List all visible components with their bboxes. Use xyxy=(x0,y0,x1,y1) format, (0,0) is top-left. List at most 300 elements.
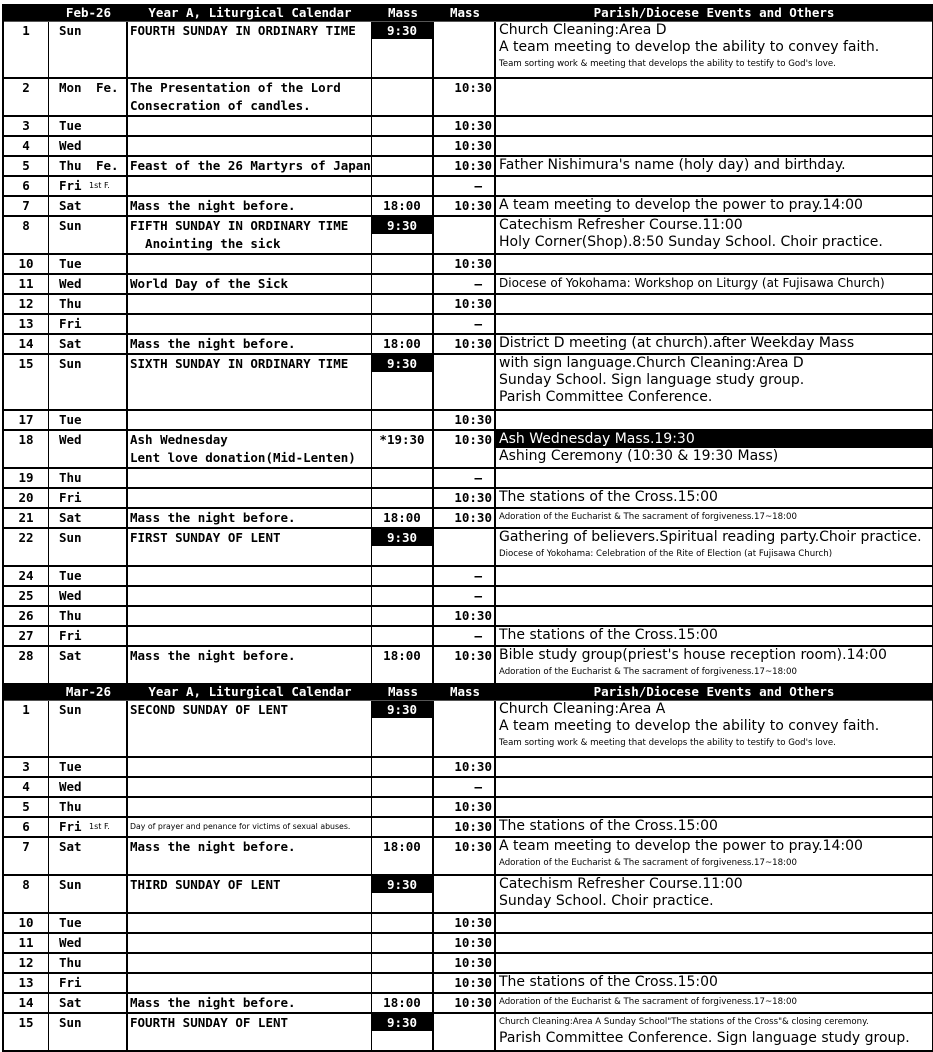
liturgical-entry xyxy=(128,469,372,487)
mass-time-1 xyxy=(372,818,434,836)
calendar-row xyxy=(4,605,932,625)
day-of-week xyxy=(49,647,128,683)
events-cell xyxy=(496,627,932,645)
weekday-label: Wed xyxy=(59,588,82,603)
calendar-row xyxy=(4,253,932,273)
day-number: 19 xyxy=(4,469,49,487)
mass-time-1 xyxy=(372,838,434,874)
day-number: 4 xyxy=(4,778,49,796)
weekday-label: Fri xyxy=(59,819,82,834)
mass-time-2 xyxy=(434,295,496,313)
mass-time-1 xyxy=(372,974,434,992)
liturgical-line: World Day of the Sick xyxy=(130,276,289,291)
event-line: Adoration of the Eucharist & The sacrament of forgiveness.17~18:00 xyxy=(499,512,797,522)
mass-time-value: 10:30 xyxy=(454,80,492,95)
day-number: 15 xyxy=(4,1014,49,1050)
day-of-week xyxy=(49,627,128,645)
event-line: Catechism Refresher Course.11:00 xyxy=(499,876,743,892)
mass-time-value: 10:30 xyxy=(454,138,492,153)
mass-time-2 xyxy=(434,838,496,874)
day-of-week xyxy=(49,79,128,115)
day-of-week xyxy=(49,411,128,429)
events-cell xyxy=(496,934,932,952)
weekday-label: Sun xyxy=(59,356,82,371)
mass-time-1 xyxy=(372,197,434,215)
no-mass-dash: — xyxy=(474,588,482,603)
event-line: Church Cleaning:Area A xyxy=(499,701,666,717)
events-cell xyxy=(496,295,932,313)
events-cell xyxy=(496,607,932,625)
mass-time-2 xyxy=(434,469,496,487)
liturgical-line: SECOND SUNDAY OF LENT xyxy=(130,702,289,717)
liturgical-line: Mass the night before. xyxy=(130,510,296,525)
weekday-label: Sun xyxy=(59,23,82,38)
weekday-label: Sun xyxy=(59,702,82,717)
weekday-label: Fri xyxy=(59,316,82,331)
header-calendar: Year A, Liturgical Calendar xyxy=(148,684,352,699)
mass-time-1 xyxy=(372,701,434,756)
liturgical-line: FOURTH SUNDAY OF LENT xyxy=(130,1015,289,1030)
event-line: A team meeting to develop the power to pray.14:00 xyxy=(499,838,863,854)
day-number: 5 xyxy=(4,798,49,816)
mass-time-2 xyxy=(434,335,496,353)
day-of-week xyxy=(49,22,128,77)
event-line: Adoration of the Eucharist & The sacrament of forgiveness.17~18:00 xyxy=(499,858,797,868)
day-of-week xyxy=(49,335,128,353)
day-number: 14 xyxy=(4,994,49,1012)
mass-time-value: 10:30 xyxy=(454,296,492,311)
weekday-label: Fri xyxy=(59,975,82,990)
calendar-row xyxy=(4,625,932,645)
event-line: Ashing Ceremony (10:30 & 19:30 Mass) xyxy=(499,448,779,464)
events-cell xyxy=(496,701,932,756)
mass-time-value: 18:00 xyxy=(383,995,421,1010)
event-line: Church Cleaning:Area D xyxy=(499,22,667,38)
day-of-week xyxy=(49,818,128,836)
events-cell xyxy=(496,355,932,409)
sunday-mass-highlight: 9:30 xyxy=(372,701,432,718)
mass-time-1 xyxy=(372,79,434,115)
mass-time-2 xyxy=(434,798,496,816)
calendar-row xyxy=(4,836,932,874)
day-of-week xyxy=(49,295,128,313)
weekday-label: Thu xyxy=(59,470,82,485)
no-mass-dash: — xyxy=(474,470,482,485)
calendar-row xyxy=(4,155,932,175)
liturgical-entry xyxy=(128,177,372,195)
weekday-label: Tue xyxy=(59,118,82,133)
weekday-label: Tue xyxy=(59,759,82,774)
mass-time-value: 10:30 xyxy=(454,839,492,854)
events-cell xyxy=(496,117,932,135)
mass-time-value: 18:00 xyxy=(383,648,421,663)
mass-time-value: 10:30 xyxy=(454,256,492,271)
mass-time-value: 10:30 xyxy=(454,336,492,351)
liturgical-entry xyxy=(128,567,372,585)
event-line: Gathering of believers.Spiritual reading party.Choir practice. xyxy=(499,529,922,545)
event-line: with sign language.Church Cleaning:Area D xyxy=(499,355,804,371)
mass-time-value: 18:00 xyxy=(383,336,421,351)
events-cell xyxy=(496,177,932,195)
event-line: Bible study group(priest's house reception room).14:00 xyxy=(499,647,887,663)
day-number: 10 xyxy=(4,914,49,932)
mass-time-1 xyxy=(372,335,434,353)
day-number: 13 xyxy=(4,315,49,333)
events-cell xyxy=(496,157,932,175)
weekday-label: Wed xyxy=(59,138,82,153)
events-cell xyxy=(496,567,932,585)
day-of-week xyxy=(49,529,128,565)
liturgical-line: FOURTH SUNDAY IN ORDINARY TIME xyxy=(130,23,356,38)
calendar-row xyxy=(4,700,932,756)
event-line: The stations of the Cross.15:00 xyxy=(499,627,718,643)
calendar-row xyxy=(4,195,932,215)
weekday-label: Wed xyxy=(59,276,82,291)
mass-time-1 xyxy=(372,914,434,932)
events-cell xyxy=(496,587,932,605)
mass-time-2 xyxy=(434,411,496,429)
mass-time-1 xyxy=(372,567,434,585)
day-of-week xyxy=(49,954,128,972)
day-of-week xyxy=(49,315,128,333)
calendar-row xyxy=(4,1012,932,1050)
mass-time-1 xyxy=(372,355,434,409)
day-number: 12 xyxy=(4,295,49,313)
day-tag: Fe. xyxy=(96,158,119,173)
liturgical-entry xyxy=(128,838,372,874)
weekday-label: Tue xyxy=(59,568,82,583)
month-header xyxy=(4,4,932,21)
day-number: 4 xyxy=(4,137,49,155)
mass-time-value: 10:30 xyxy=(454,198,492,213)
mass-time-2 xyxy=(434,431,496,467)
sunday-mass-highlight: 9:30 xyxy=(372,876,432,893)
mass-time-value: 10:30 xyxy=(454,608,492,623)
liturgical-entry xyxy=(128,509,372,527)
calendar-row xyxy=(4,527,932,565)
liturgical-entry xyxy=(128,489,372,507)
mass-time-1 xyxy=(372,758,434,776)
mass-time-1 xyxy=(372,295,434,313)
day-number: 27 xyxy=(4,627,49,645)
weekday-label: Wed xyxy=(59,779,82,794)
weekday-label: Sun xyxy=(59,218,82,233)
mass-time-1 xyxy=(372,509,434,527)
liturgical-line: Ash Wednesday xyxy=(130,432,228,447)
mass-time-2 xyxy=(434,255,496,273)
no-mass-dash: — xyxy=(474,178,482,193)
event-line: Adoration of the Eucharist & The sacrament of forgiveness.17~18:00 xyxy=(499,997,797,1007)
event-line: Holy Corner(Shop).8:50 Sunday School. Choir practice. xyxy=(499,234,883,250)
weekday-label: Thu xyxy=(59,608,82,623)
event-line: The stations of the Cross.15:00 xyxy=(499,818,718,834)
liturgical-line: Mass the night before. xyxy=(130,839,296,854)
weekday-label: Tue xyxy=(59,412,82,427)
mass-time-value: 10:30 xyxy=(454,995,492,1010)
mass-time-2 xyxy=(434,22,496,77)
liturgical-entry xyxy=(128,758,372,776)
day-of-week xyxy=(49,758,128,776)
day-number: 11 xyxy=(4,275,49,293)
weekday-label: Thu xyxy=(59,799,82,814)
liturgical-entry xyxy=(128,431,372,467)
mass-time-value: 10:30 xyxy=(454,759,492,774)
events-cell xyxy=(496,778,932,796)
events-cell xyxy=(496,431,932,467)
calendar-row xyxy=(4,796,932,816)
day-of-week xyxy=(49,934,128,952)
day-number: 26 xyxy=(4,607,49,625)
day-tag: 1st F. xyxy=(89,181,110,190)
liturgical-line: Feast of the 26 Martyrs of Japan xyxy=(130,158,371,173)
calendar-row xyxy=(4,215,932,253)
mass-time-2 xyxy=(434,177,496,195)
liturgical-entry xyxy=(128,647,372,683)
header-blank xyxy=(4,4,49,21)
event-line: Team sorting work & meeting that develops the ability to testify to God's love. xyxy=(499,59,836,69)
mass-time-value: 10:30 xyxy=(454,118,492,133)
day-of-week xyxy=(49,567,128,585)
day-number: 1 xyxy=(4,22,49,77)
events-cell xyxy=(496,335,932,353)
day-of-week xyxy=(49,798,128,816)
day-number: 6 xyxy=(4,818,49,836)
weekday-label: Thu xyxy=(59,296,82,311)
events-cell xyxy=(496,255,932,273)
mass-time-value: 18:00 xyxy=(383,510,421,525)
sunday-mass-highlight: 9:30 xyxy=(372,217,432,234)
events-cell xyxy=(496,798,932,816)
mass-time-2 xyxy=(434,701,496,756)
mass-time-value: 10:30 xyxy=(454,799,492,814)
month-header xyxy=(4,683,932,700)
liturgical-entry xyxy=(128,587,372,605)
day-of-week xyxy=(49,489,128,507)
day-number: 8 xyxy=(4,876,49,912)
mass-time-2 xyxy=(434,818,496,836)
events-cell xyxy=(496,197,932,215)
mass-time-value: 10:30 xyxy=(454,915,492,930)
calendar-row xyxy=(4,585,932,605)
weekday-label: Tue xyxy=(59,256,82,271)
header-mass2: Mass xyxy=(449,684,481,699)
day-number: 24 xyxy=(4,567,49,585)
event-line: Parish Committee Conference. Sign language study group. xyxy=(499,1030,910,1046)
events-cell xyxy=(496,1014,932,1050)
day-of-week xyxy=(49,607,128,625)
day-number: 15 xyxy=(4,355,49,409)
mass-time-2 xyxy=(434,607,496,625)
day-number: 13 xyxy=(4,974,49,992)
mass-time-2 xyxy=(434,876,496,912)
calendar-row xyxy=(4,992,932,1012)
mass-time-1 xyxy=(372,431,434,467)
calendar-row xyxy=(4,77,932,115)
day-tag: Fe. xyxy=(96,80,119,95)
day-number: 10 xyxy=(4,255,49,273)
day-number: 7 xyxy=(4,838,49,874)
liturgical-line: Mass the night before. xyxy=(130,336,296,351)
mass-time-2 xyxy=(434,1014,496,1050)
event-line: Diocese of Yokohama: Workshop on Liturgy (at Fujisawa Church) xyxy=(499,276,885,290)
liturgical-entry xyxy=(128,197,372,215)
events-cell xyxy=(496,529,932,565)
liturgical-entry xyxy=(128,137,372,155)
liturgical-line: FIRST SUNDAY OF LENT xyxy=(130,530,281,545)
day-of-week xyxy=(49,994,128,1012)
day-of-week xyxy=(49,974,128,992)
calendar-row xyxy=(4,135,932,155)
mass-time-1 xyxy=(372,469,434,487)
liturgical-entry xyxy=(128,315,372,333)
liturgical-entry xyxy=(128,157,372,175)
mass-time-2 xyxy=(434,529,496,565)
mass-time-value: 10:30 xyxy=(454,412,492,427)
liturgical-line: Lent love donation(Mid-Lenten) xyxy=(130,450,356,465)
day-number: 6 xyxy=(4,177,49,195)
day-of-week xyxy=(49,509,128,527)
mass-time-value: 10:30 xyxy=(454,935,492,950)
mass-time-2 xyxy=(434,315,496,333)
calendar-row xyxy=(4,952,932,972)
mass-time-1 xyxy=(372,994,434,1012)
mass-time-1 xyxy=(372,22,434,77)
mass-time-1 xyxy=(372,778,434,796)
day-number: 2 xyxy=(4,79,49,115)
mass-time-1 xyxy=(372,255,434,273)
events-cell xyxy=(496,876,932,912)
liturgical-entry xyxy=(128,275,372,293)
events-cell xyxy=(496,79,932,115)
liturgical-entry xyxy=(128,607,372,625)
event-line: A team meeting to develop the power to pray.14:00 xyxy=(499,197,863,213)
liturgical-entry xyxy=(128,22,372,77)
mass-time-value: 10:30 xyxy=(454,955,492,970)
weekday-label: Thu xyxy=(59,955,82,970)
weekday-label: Sun xyxy=(59,877,82,892)
calendar-row xyxy=(4,429,932,467)
liturgical-entry xyxy=(128,117,372,135)
calendar-row xyxy=(4,21,932,77)
mass-time-1 xyxy=(372,954,434,972)
header-mass1: Mass xyxy=(387,5,419,20)
liturgical-line: Day of prayer and penance for victims of sexual abuses. xyxy=(130,822,351,831)
liturgical-entry xyxy=(128,798,372,816)
liturgical-entry xyxy=(128,217,372,253)
liturgical-entry xyxy=(128,974,372,992)
liturgical-entry xyxy=(128,914,372,932)
events-cell xyxy=(496,914,932,932)
mass-time-value: *19:30 xyxy=(379,432,425,447)
liturgical-entry xyxy=(128,876,372,912)
mass-time-2 xyxy=(434,355,496,409)
header-calendar: Year A, Liturgical Calendar xyxy=(148,5,352,20)
weekday-label: Sat xyxy=(59,510,82,525)
weekday-label: Thu xyxy=(59,158,82,173)
liturgical-line: Mass the night before. xyxy=(130,648,296,663)
no-mass-dash: — xyxy=(474,316,482,331)
event-line: District D meeting (at church).after Weekday Mass xyxy=(499,335,855,351)
header-month: Mar-26 xyxy=(65,684,112,699)
mass-time-2 xyxy=(434,647,496,683)
day-number: 12 xyxy=(4,954,49,972)
day-of-week xyxy=(49,838,128,874)
liturgical-entry xyxy=(128,701,372,756)
calendar-row xyxy=(4,816,932,836)
day-of-week xyxy=(49,1014,128,1050)
events-cell xyxy=(496,994,932,1012)
calendar-row xyxy=(4,273,932,293)
day-of-week xyxy=(49,587,128,605)
event-line: Parish Committee Conference. xyxy=(499,389,713,405)
mass-time-1 xyxy=(372,157,434,175)
day-of-week xyxy=(49,876,128,912)
calendar-row xyxy=(4,175,932,195)
calendar-row xyxy=(4,353,932,409)
calendar-row xyxy=(4,409,932,429)
mass-time-2 xyxy=(434,758,496,776)
weekday-label: Sat xyxy=(59,336,82,351)
event-line: Catechism Refresher Course.11:00 xyxy=(499,217,743,233)
calendar-row xyxy=(4,645,932,683)
event-line: Team sorting work & meeting that develops the ability to testify to God's love. xyxy=(499,738,836,748)
liturgical-entry xyxy=(128,411,372,429)
mass-time-2 xyxy=(434,627,496,645)
day-tag: 1st F. xyxy=(89,822,110,831)
weekday-label: Sun xyxy=(59,1015,82,1030)
calendar-row xyxy=(4,115,932,135)
mass-time-1 xyxy=(372,411,434,429)
weekday-label: Sat xyxy=(59,995,82,1010)
mass-time-1 xyxy=(372,177,434,195)
mass-time-1 xyxy=(372,798,434,816)
day-number: 1 xyxy=(4,701,49,756)
day-number: 8 xyxy=(4,217,49,253)
events-cell xyxy=(496,758,932,776)
day-of-week xyxy=(49,137,128,155)
day-of-week xyxy=(49,117,128,135)
mass-time-1 xyxy=(372,489,434,507)
sunday-mass-highlight: 9:30 xyxy=(372,22,432,39)
mass-time-value: 10:30 xyxy=(454,490,492,505)
mass-time-2 xyxy=(434,157,496,175)
event-line: The stations of the Cross.15:00 xyxy=(499,489,718,505)
events-cell xyxy=(496,954,932,972)
no-mass-dash: — xyxy=(474,276,482,291)
mass-time-2 xyxy=(434,974,496,992)
event-line: Sunday School. Sign language study group. xyxy=(499,372,805,388)
event-line: A team meeting to develop the ability to convey faith. xyxy=(499,718,880,734)
mass-time-1 xyxy=(372,315,434,333)
events-cell xyxy=(496,489,932,507)
liturgical-line: The Presentation of the Lord xyxy=(130,80,341,95)
day-of-week xyxy=(49,157,128,175)
calendar-row xyxy=(4,333,932,353)
mass-time-value: 18:00 xyxy=(383,839,421,854)
liturgical-line: FIFTH SUNDAY IN ORDINARY TIME xyxy=(130,218,349,233)
mass-time-1 xyxy=(372,934,434,952)
liturgical-entry xyxy=(128,778,372,796)
mass-time-2 xyxy=(434,489,496,507)
events-cell xyxy=(496,411,932,429)
events-cell xyxy=(496,217,932,253)
mass-time-2 xyxy=(434,217,496,253)
calendar-row xyxy=(4,874,932,912)
day-of-week xyxy=(49,197,128,215)
mass-time-2 xyxy=(434,778,496,796)
events-cell xyxy=(496,275,932,293)
liturgical-entry xyxy=(128,1014,372,1050)
